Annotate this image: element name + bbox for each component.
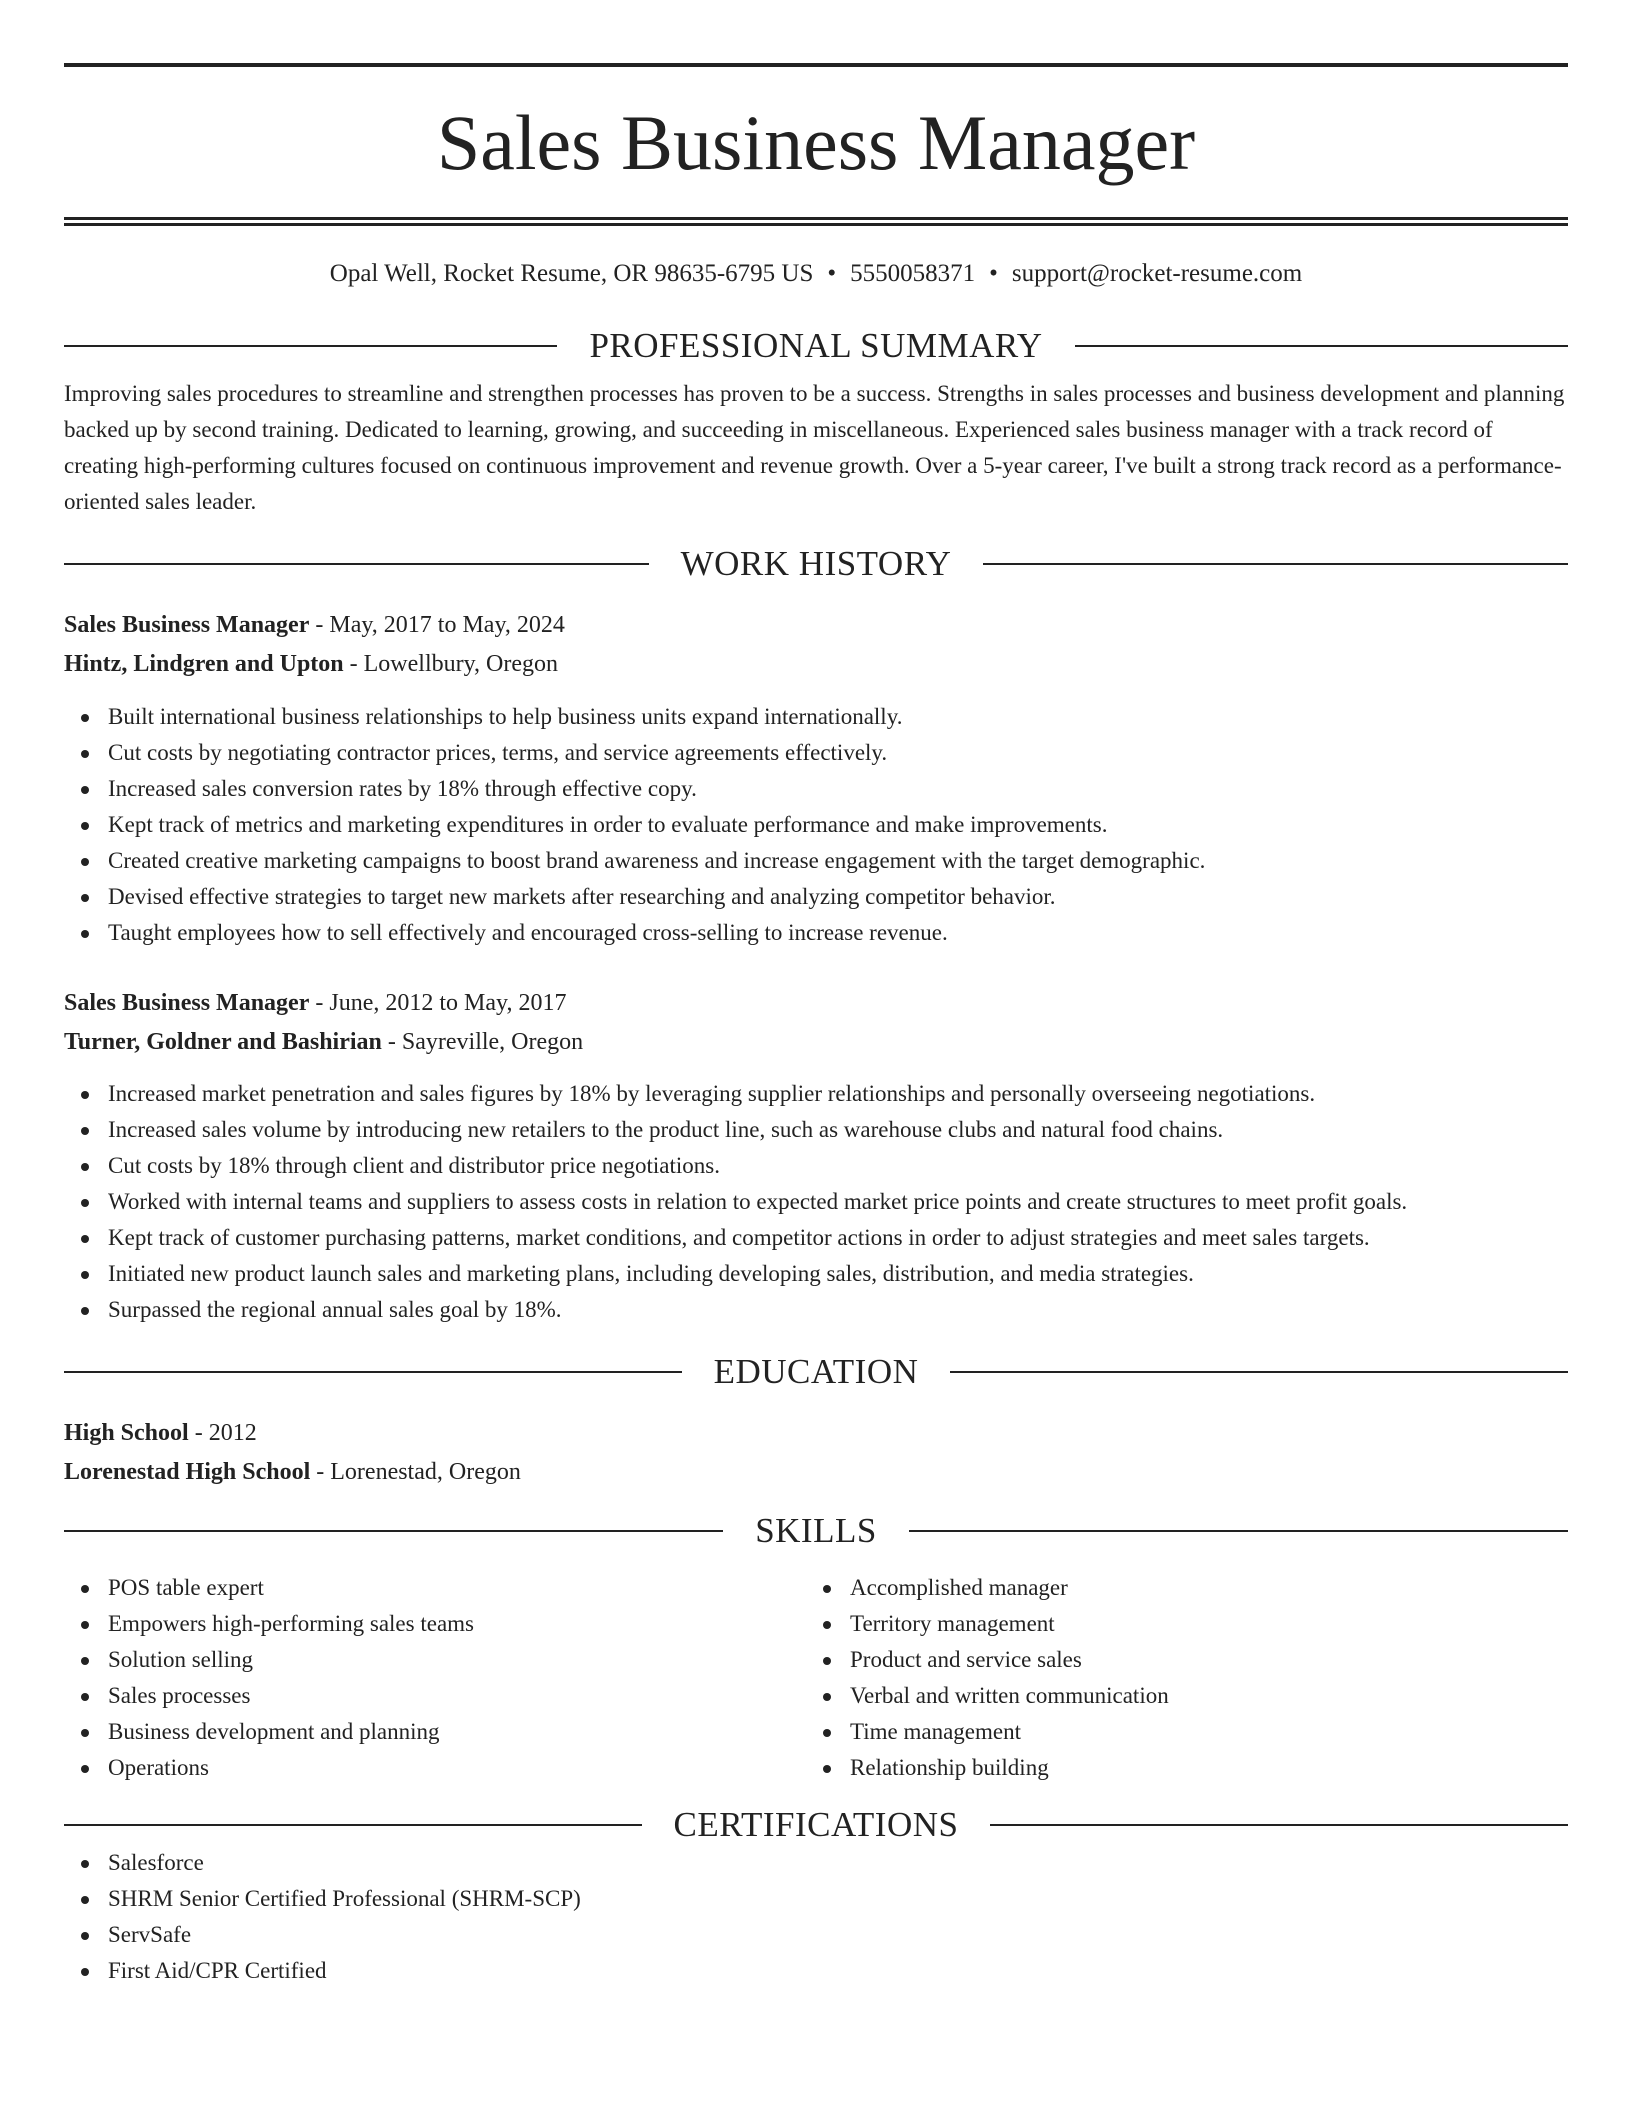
list-item: Increased sales volume by introducing new retailers to the product line, such as warehouse clubs and natural food chains.	[64, 1112, 1568, 1148]
skill-item: Verbal and written communication	[806, 1678, 1548, 1714]
education-school-line	[64, 1453, 1568, 1492]
skill-item: Product and service sales	[806, 1642, 1548, 1678]
education-location: - Lorenestad, Oregon	[310, 1459, 521, 1485]
skill-item: Territory management	[806, 1606, 1548, 1642]
section-title: WORK HISTORY	[680, 544, 952, 583]
job-bullet-list	[64, 1076, 1568, 1328]
section-title: CERTIFICATIONS	[673, 1805, 959, 1844]
section-heading-skills	[64, 1511, 1568, 1551]
heading-rule	[64, 563, 649, 565]
education-entry	[64, 1414, 1568, 1492]
contact-line	[64, 259, 1568, 289]
certifications-list	[64, 1845, 1568, 1989]
list-item: Built international business relationships to help business units expand internationally.	[64, 699, 1568, 735]
heading-rule	[990, 1824, 1568, 1826]
contact-separator: •	[827, 260, 837, 287]
certification-item: First Aid/CPR Certified	[64, 1953, 1568, 1989]
list-item: Initiated new product launch sales and marketing plans, including developing sales, distribution, and media strategies.	[64, 1256, 1568, 1292]
skills-column-left	[64, 1570, 806, 1786]
job-title: Sales Business Manager	[64, 990, 310, 1016]
skill-item: Operations	[64, 1750, 806, 1786]
heading-rule	[64, 1824, 642, 1826]
list-item: Increased sales conversion rates by 18% through effective copy.	[64, 771, 1568, 807]
job-location: - Sayreville, Oregon	[381, 1029, 584, 1055]
job-title-line	[64, 984, 1568, 1023]
list-item: Kept track of customer purchasing patterns, market conditions, and competitor actions in order to adjust strategies and meet sales targets.	[64, 1220, 1568, 1256]
list-item: Cut costs by negotiating contractor prices, terms, and service agreements effectively.	[64, 735, 1568, 771]
section-title: SKILLS	[755, 1511, 877, 1550]
heading-rule	[909, 1530, 1568, 1532]
list-item: Surpassed the regional annual sales goal by 18%.	[64, 1292, 1568, 1328]
section-title: PROFESSIONAL SUMMARY	[589, 326, 1043, 365]
resume-content	[64, 0, 1568, 1989]
contact-email: support@rocket-resume.com	[1011, 260, 1303, 287]
job-entry	[64, 606, 1568, 951]
contact-separator: •	[989, 260, 998, 287]
certification-item: SHRM Senior Certified Professional (SHRM-SCP)	[64, 1881, 1568, 1917]
job-location: - Lowellbury, Oregon	[343, 651, 559, 677]
heading-rule	[64, 1371, 682, 1373]
job-title-line	[64, 606, 1568, 645]
header-double-rule	[64, 217, 1568, 226]
skill-item: Empowers high-performing sales teams	[64, 1606, 806, 1642]
skill-item: POS table expert	[64, 1570, 806, 1606]
page-title: Sales Business Manager	[436, 99, 1196, 186]
job-company: Turner, Goldner and Bashirian	[64, 1029, 382, 1055]
summary-text: Improving sales procedures to streamline and strengthen processes has proven to be a success. Strengths in sales processes and business development and planning backed up by second training. Dedicated to learning, growing, and succeeding in miscellaneous. Experienced sales business manager with a track record of creating high-performing cultures focused on continuous improvement and revenue growth. Over a 5-year career, I've built a strong track record as a performance-oriented sales leader.	[64, 381, 1565, 514]
section-heading-education	[64, 1352, 1568, 1392]
job-dates: - June, 2012 to May, 2017	[309, 990, 567, 1016]
list-item: Kept track of metrics and marketing expenditures in order to evaluate performance and make improvements.	[64, 807, 1568, 843]
job-company-line	[64, 1023, 1568, 1062]
skill-item: Relationship building	[806, 1750, 1548, 1786]
job-dates: - May, 2017 to May, 2024	[309, 612, 565, 638]
job-bullet-list	[64, 699, 1568, 951]
education-year: - 2012	[188, 1420, 257, 1446]
heading-rule	[64, 345, 557, 347]
heading-rule	[64, 1530, 723, 1532]
job-entry	[64, 984, 1568, 1328]
skills-column-right	[806, 1570, 1548, 1786]
job-company: Hintz, Lindgren and Upton	[64, 651, 344, 677]
skill-item: Time management	[806, 1714, 1548, 1750]
list-item: Increased market penetration and sales figures by 18% by leveraging supplier relationships and personally overseeing negotiations.	[64, 1076, 1568, 1112]
section-heading-summary	[64, 326, 1568, 366]
certification-item: ServSafe	[64, 1917, 1568, 1953]
skill-item: Solution selling	[64, 1642, 806, 1678]
skill-item: Sales processes	[64, 1678, 806, 1714]
education-school: Lorenestad High School	[64, 1459, 311, 1485]
skills-grid	[64, 1570, 1568, 1786]
heading-rule	[1075, 345, 1568, 347]
list-item: Worked with internal teams and suppliers to assess costs in relation to expected market price points and create structures to meet profit goals.	[64, 1184, 1568, 1220]
heading-rule	[983, 563, 1568, 565]
list-item: Taught employees how to sell effectively and encouraged cross-selling to increase revenue.	[64, 915, 1568, 951]
education-degree: High School	[64, 1420, 189, 1446]
list-item: Cut costs by 18% through client and distributor price negotiations.	[64, 1148, 1568, 1184]
section-heading-work-history	[64, 544, 1568, 584]
contact-phone: 5550058371	[850, 260, 976, 287]
skill-item: Business development and planning	[64, 1714, 806, 1750]
top-rule	[64, 63, 1568, 67]
section-title: EDUCATION	[713, 1352, 919, 1391]
section-heading-certifications	[64, 1805, 1568, 1845]
contact-address: Opal Well, Rocket Resume, OR 98635-6795 US	[329, 260, 814, 287]
list-item: Created creative marketing campaigns to boost brand awareness and increase engagement with the target demographic.	[64, 843, 1568, 879]
education-degree-line	[64, 1414, 1568, 1453]
job-company-line	[64, 645, 1568, 684]
list-item: Devised effective strategies to target new markets after researching and analyzing competitor behavior.	[64, 879, 1568, 915]
job-title: Sales Business Manager	[64, 612, 310, 638]
certification-item: Salesforce	[64, 1845, 1568, 1881]
heading-rule	[950, 1371, 1568, 1373]
skill-item: Accomplished manager	[806, 1570, 1548, 1606]
